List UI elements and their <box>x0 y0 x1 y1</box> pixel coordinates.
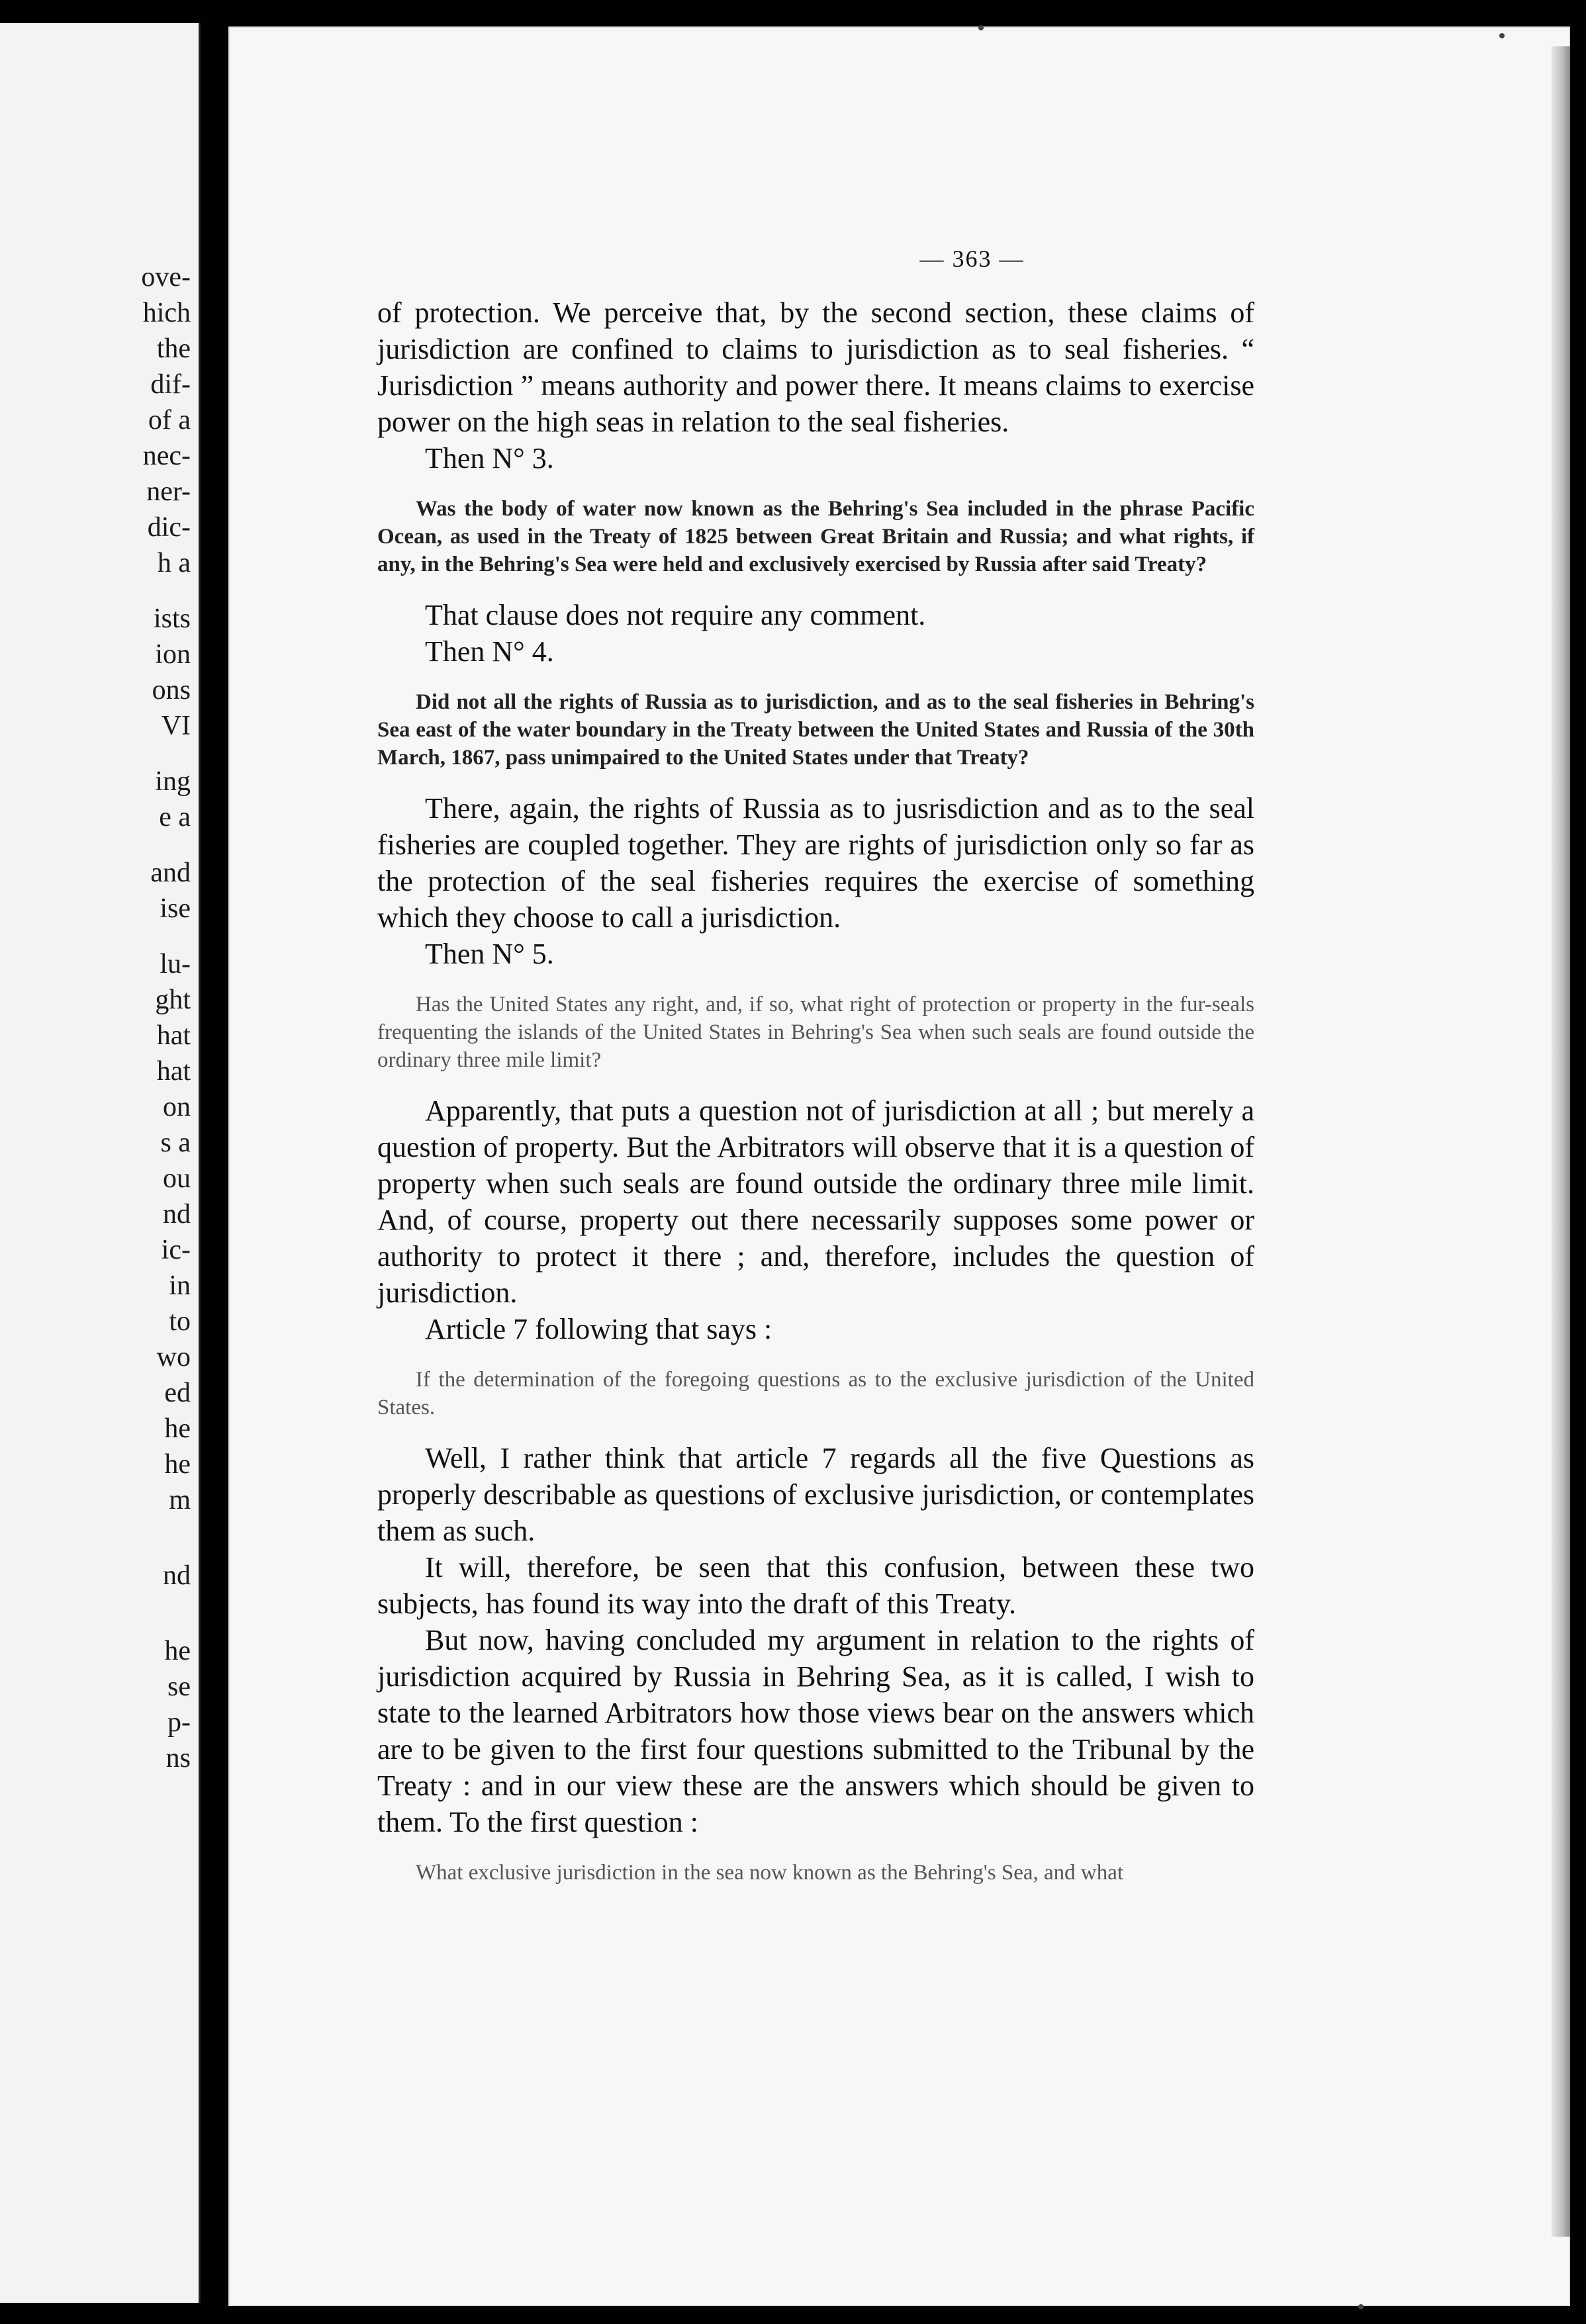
speck <box>1499 33 1505 38</box>
facing-page-line: ght <box>155 985 191 1015</box>
facing-page-line: he <box>164 1636 191 1666</box>
facing-page-line: ion <box>155 639 191 670</box>
facing-page-line: dic- <box>147 512 191 543</box>
paragraph-7: But now, having concluded my argument in relation to the rights of jurisdiction acquired by Russia in Behring Sea, as it is called, I wish to state to the learned Arbitrators how those views bear on the answers which are to be given to the first four questions submitted to the Tribunal by the Treaty : and in our view these are the answers which should be given to them. To the first question : <box>377 1624 1254 1838</box>
facing-page-line: se <box>167 1672 191 1702</box>
paragraph-4: Apparently, that puts a question not of jurisdiction at all ; but merely a question of property. But the Arbitrators will observe that it is a question of property when such seals are found outside the ordinary three mile limit. And, of course, property out there necessarily supposes some power or authority to protect it there ; and, therefore, includes the question of jurisdiction. <box>377 1095 1254 1309</box>
facing-page-line: e a <box>159 802 191 832</box>
facing-page-line: wo <box>156 1342 191 1372</box>
facing-page-line: he <box>164 1413 191 1444</box>
facing-page-line: to <box>169 1306 191 1337</box>
facing-page-line: dif- <box>150 369 191 400</box>
quote-question-1: What exclusive jurisdiction in the sea now known as the Behring's Sea, and what <box>416 1861 1124 1885</box>
facing-page-line: ise <box>160 893 191 924</box>
heading-then-5: Then N° 5. <box>425 938 554 970</box>
facing-page-line: hat <box>156 1056 191 1087</box>
facing-page-line: hich <box>142 298 191 328</box>
facing-page-line: the <box>156 334 191 364</box>
paragraph-1: of protection. We perceive that, by the second section, these claims of jurisdiction are confined to claims to jurisdiction as to seal fisheries. “ Jurisdiction ” means authority and power there. It means claims to exercise power on the high seas in relation to the seal fisheries. <box>377 296 1254 438</box>
page-number-text: — 363 — <box>919 246 1025 272</box>
facing-page-line: nec- <box>142 441 191 471</box>
facing-page-line: s a <box>160 1128 191 1158</box>
facing-page-fragment <box>0 23 201 2303</box>
facing-page-line: ns <box>165 1743 191 1773</box>
facing-page-line: ists <box>153 603 191 634</box>
quote-question-5: Has the United States any right, and, if so, what right of protection or property in the fur-seals frequenting the islands of the United States in Behring's Sea when such seals are found outside the ordinary three mile limit? <box>377 993 1254 1072</box>
page-number <box>228 245 1570 273</box>
facing-page-line: ove- <box>141 262 191 292</box>
page-edge <box>1552 46 1570 2237</box>
facing-page-line: ing <box>155 766 191 797</box>
facing-page-line: nd <box>163 1199 191 1229</box>
facing-page-line: ic- <box>161 1235 191 1265</box>
facing-page-line: m <box>169 1485 191 1515</box>
heading-article-7: Article 7 following that says : <box>425 1313 772 1345</box>
paragraph-6: It will, therefore, be seen that this confusion, between these two subjects, has found its way into the draft of this Treaty. <box>377 1551 1254 1620</box>
heading-then-4: Then N° 4. <box>425 635 554 668</box>
facing-page-line: lu- <box>160 949 191 979</box>
speck <box>978 25 984 30</box>
facing-page-line: ou <box>163 1163 191 1194</box>
paragraph-5: Well, I rather think that article 7 regards all the five Questions as properly describable as questions of exclusive jurisdiction, or contemplates them as such. <box>377 1442 1254 1547</box>
quote-question-3: Was the body of water now known as the Behring's Sea included in the phrase Pacific Ocean, as used in the Treaty of 1825 between Great Britain and Russia; and what rights, if any, in the Behring's Sea were held and exclusively exercised by Russia after said Treaty? <box>377 497 1254 576</box>
speck <box>1358 2304 1364 2309</box>
heading-then-3: Then N° 3. <box>425 442 554 474</box>
facing-page-line: ons <box>152 675 191 705</box>
facing-page-line: on <box>163 1092 191 1122</box>
facing-page-line: VI <box>161 711 191 741</box>
quote-article-7: If the determination of the foregoing questions as to the exclusive jurisdiction of the United States. <box>377 1368 1254 1419</box>
facing-page-line: he <box>164 1449 191 1480</box>
paragraph-2: That clause does not require any comment. <box>425 599 926 631</box>
facing-page-line: h a <box>157 548 191 578</box>
book-page <box>228 26 1570 2306</box>
facing-page-line: ner- <box>146 476 191 507</box>
facing-page-line: p- <box>167 1707 191 1738</box>
facing-page-line: of a <box>148 405 191 435</box>
facing-page-line: in <box>169 1271 191 1301</box>
facing-page-line: hat <box>156 1020 191 1051</box>
facing-page-line: nd <box>163 1560 191 1591</box>
facing-page-line: ed <box>164 1378 191 1408</box>
body-text <box>377 294 1254 1905</box>
paragraph-3: There, again, the rights of Russia as to jusrisdiction and as to the seal fisheries are coupled together. They are rights of jurisdiction only so far as the protection of the seal fisheries requires the exercise of something which they choose to call a jurisdiction. <box>377 792 1254 934</box>
quote-question-4: Did not all the rights of Russia as to jurisdiction, and as to the seal fisheries in Behring's Sea east of the water boundary in the Treaty between the United States and Russia of the 30th March, 1867, pass unimpaired to the United States under that Treaty? <box>377 690 1254 770</box>
facing-page-line: and <box>150 858 191 888</box>
